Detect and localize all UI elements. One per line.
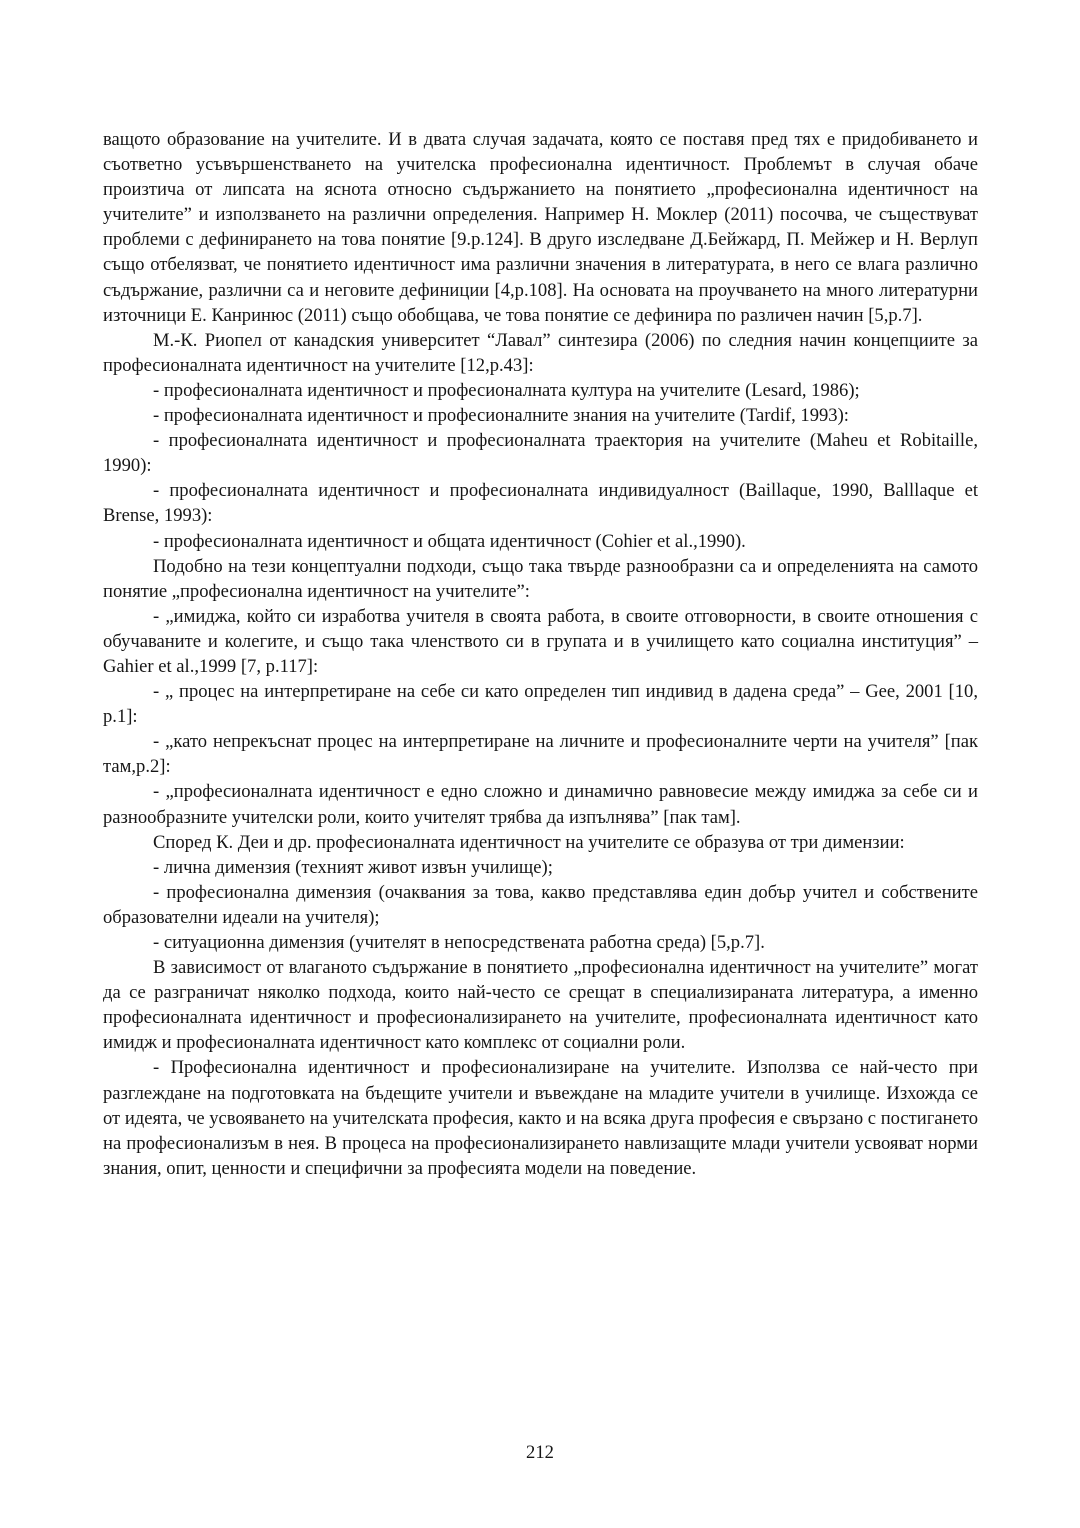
paragraph: - „имиджа, който си изработва учителя в своята работа, в своите отговорности, в своите отношения с обучаваните и колегите, и също така членството си в групата и в училището като социална институция” – Gahier et al.,1999 [7, p.117]: — [103, 605, 978, 677]
paragraph: Подобно на тези концептуални подходи, също така твърде разнообразни са и определенията на самото понятие „професионална идентичност на учителите”: — [103, 555, 978, 602]
paragraph: - професионална димензия (очаквания за това, какво представлява един добър учител и собствените образователни идеали на учителя); — [103, 881, 978, 928]
paragraph: - професионалната идентичност и професионалната индивидуалност (Baillaque, 1990, Balllaque et Brense, 1993): — [103, 480, 978, 527]
paragraph: - професионалната идентичност и професионалната траектория на учителите (Maheu et Robitaille, 1990): — [103, 430, 978, 477]
paragraph: В зависимост от влаганото съдържание в понятието „професионална идентичност на учителите” могат да се разграничат няколко подхода, които най-често се срещат в специализираната литература, а именно професионалната идентичност и професионализирането на учителите, професионалната идентичност като имидж и професионалната идентичност като комплекс от социални роли. — [103, 957, 978, 1054]
paragraph: - лична димензия (техният живот извън училище); — [153, 856, 553, 878]
paragraph: - ситуационна димензия (учителят в непосредствената работна среда) [5,p.7]. — [153, 932, 765, 953]
paragraph: - професионалната идентичност и общата идентичност (Cohier et al.,1990). — [153, 530, 746, 552]
paragraph: - професионалната идентичност и професионалната култура на учителите (Lesard, 1986); — [153, 379, 860, 401]
page-body — [103, 127, 978, 1181]
paragraph: - „професионалната идентичност е едно сложно и динамично равновесие между имиджа за себе си и разнообразните учителски роли, които учителят трябва да изпълнява” [пак там]. — [103, 781, 978, 828]
paragraph: Според К. Деи и др. професионалната идентичност на учителите се образува от три димензии: — [153, 831, 905, 853]
paragraph: - „ процес на интерпретиране на себе си като определен тип индивид в дадена среда” – Gee, 2001 [10, p.1]: — [103, 681, 978, 728]
paragraph: М.-К. Риопел от канадския университет “Лавал” синтезира (2006) по следния начин концепциите за професионалната идентичност на учителите [12,p.43]: — [103, 329, 978, 376]
paragraph: ващото образование на учителите. И в двата случая задачата, която се поставя пред тях е придобиването и съответно усъвършенстването на учителска професионална идентичност. Проблемът в случая обаче произтича от липсата на яснота относно съдържанието на понятието „професионална идентичност на учителите” и използването на различни определения. Например Н. Моклер (2011) посочва, че съществуват проблеми с дефинирането на това понятие [9.p.124]. В друго изследване Д.Бейжард, П. Мейжер и Н. Верлуп също отбелязват, че понятието идентичност има различни значения в литературата, в него се влага различно съдържание, различни са и неговите дефиниции [4,p.108]. На основата на проучването на много литературни източници Е. Канринюс (2011) също обобщава, че това понятие се дефинира по различен начин [5,p.7]. — [103, 129, 978, 326]
page-number: 212 — [526, 1442, 554, 1463]
paragraph: - „като непрекъснат процес на интерпретиране на личните и професионалните черти на учителя” [пак там,p.2]: — [103, 731, 978, 778]
paragraph: - професионалната идентичност и професионалните знания на учителите (Tardif, 1993): — [153, 405, 849, 427]
paragraph: - Професионална идентичност и професионализиране на учителите. Използва се най-често при разглеждане на подготовката на бъдещите учители и въвеждане на младите учители в училище. Изхожда се от идеята, че усвояването на учителската професия, както и на всяка друга професия е свързано с постигането на професионализъм в нея. В процеса на професионализирането навлизащите млади учители усвояват норми знания, опит, ценности и специфични за професията модели на поведение. — [103, 1057, 978, 1179]
